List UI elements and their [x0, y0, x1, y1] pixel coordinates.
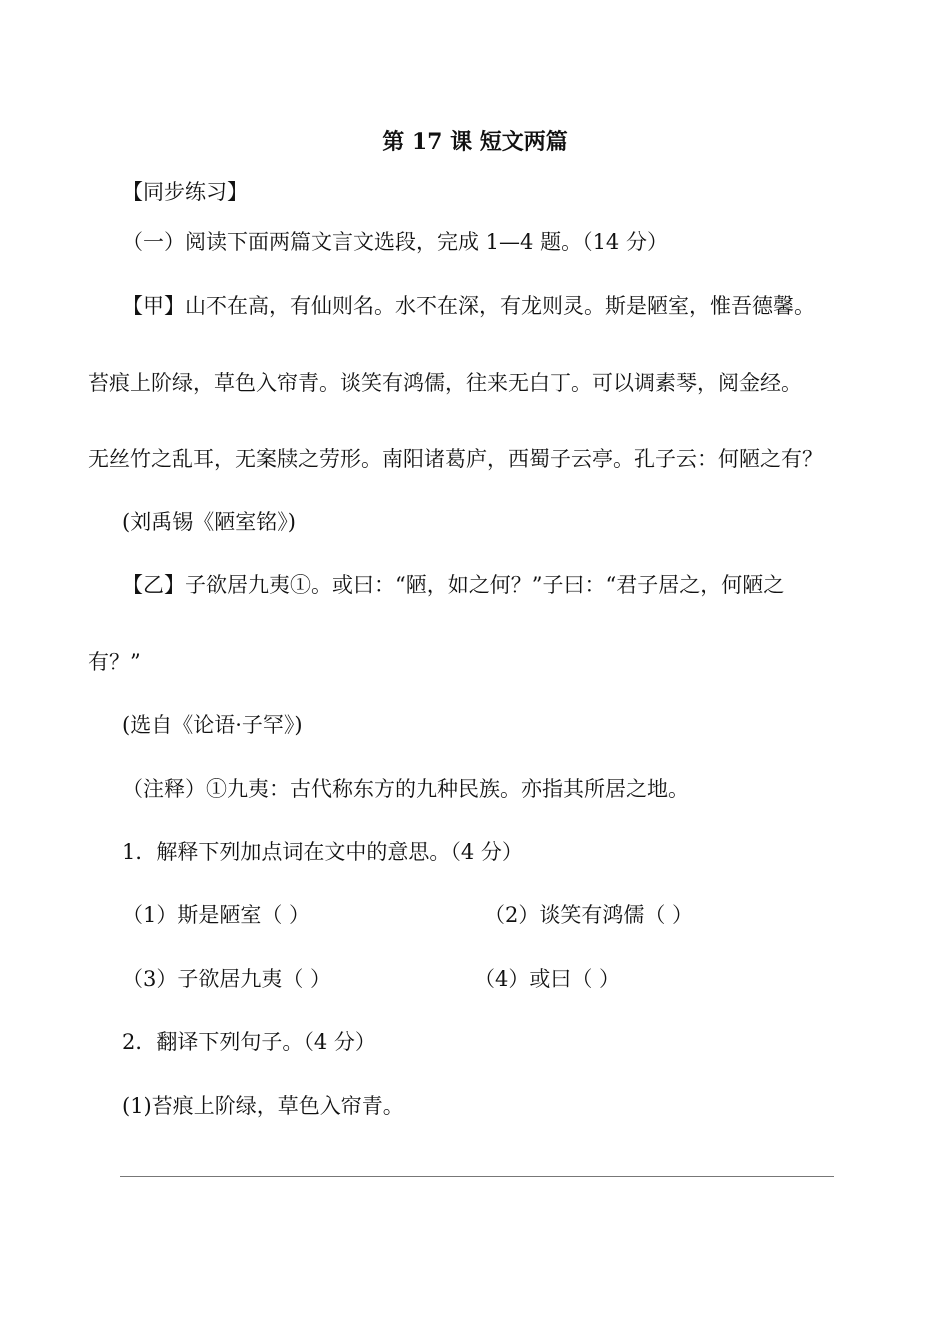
section-heading: 【同步练习】 [122, 180, 248, 204]
question-1-item-1: （1）斯是陋室（ ） [122, 903, 311, 927]
question-1-item-4: （4）或曰（ ） [474, 967, 621, 991]
passage-b-line-1: 【乙】子欲居九夷①。或曰：“陋，如之何？”子曰：“君子居之，何陋之 [122, 573, 785, 597]
part1-intro: （一）阅读下面两篇文言文选段，完成 1—4 题。（14 分） [122, 230, 668, 254]
answer-line [120, 1176, 834, 1177]
passage-b-source: (选自《论语·子罕》) [122, 713, 303, 737]
question-1-item-2: （2）谈笑有鸿儒（ ） [484, 903, 694, 927]
passage-a-line-2: 苔痕上阶绿，草色入帘青。谈笑有鸿儒，往来无白丁。可以调素琴，阅金经。 [88, 371, 802, 395]
question-2-prompt: 2．翻译下列句子。（4 分） [122, 1030, 376, 1054]
page-title: 第 17 课 短文两篇 [382, 129, 568, 155]
passage-b-line-2: 有？” [88, 650, 141, 674]
question-2-sentence-1: (1)苔痕上阶绿，草色入帘青。 [122, 1094, 404, 1118]
annotation-note: （注释）①九夷：古代称东方的九种民族。亦指其所居之地。 [122, 777, 689, 801]
question-1-prompt: 1．解释下列加点词在文中的意思。（4 分） [122, 840, 523, 864]
question-1-item-3: （3）子欲居九夷（ ） [122, 967, 332, 991]
passage-a-source: (刘禹锡《陋室铭》) [122, 510, 296, 534]
passage-a-line-1: 【甲】山不在高，有仙则名。水不在深，有龙则灵。斯是陋室，惟吾德馨。 [122, 294, 815, 318]
passage-a-line-3: 无丝竹之乱耳，无案牍之劳形。南阳诸葛庐，西蜀子云亭。孔子云：何陋之有？ [88, 447, 823, 471]
